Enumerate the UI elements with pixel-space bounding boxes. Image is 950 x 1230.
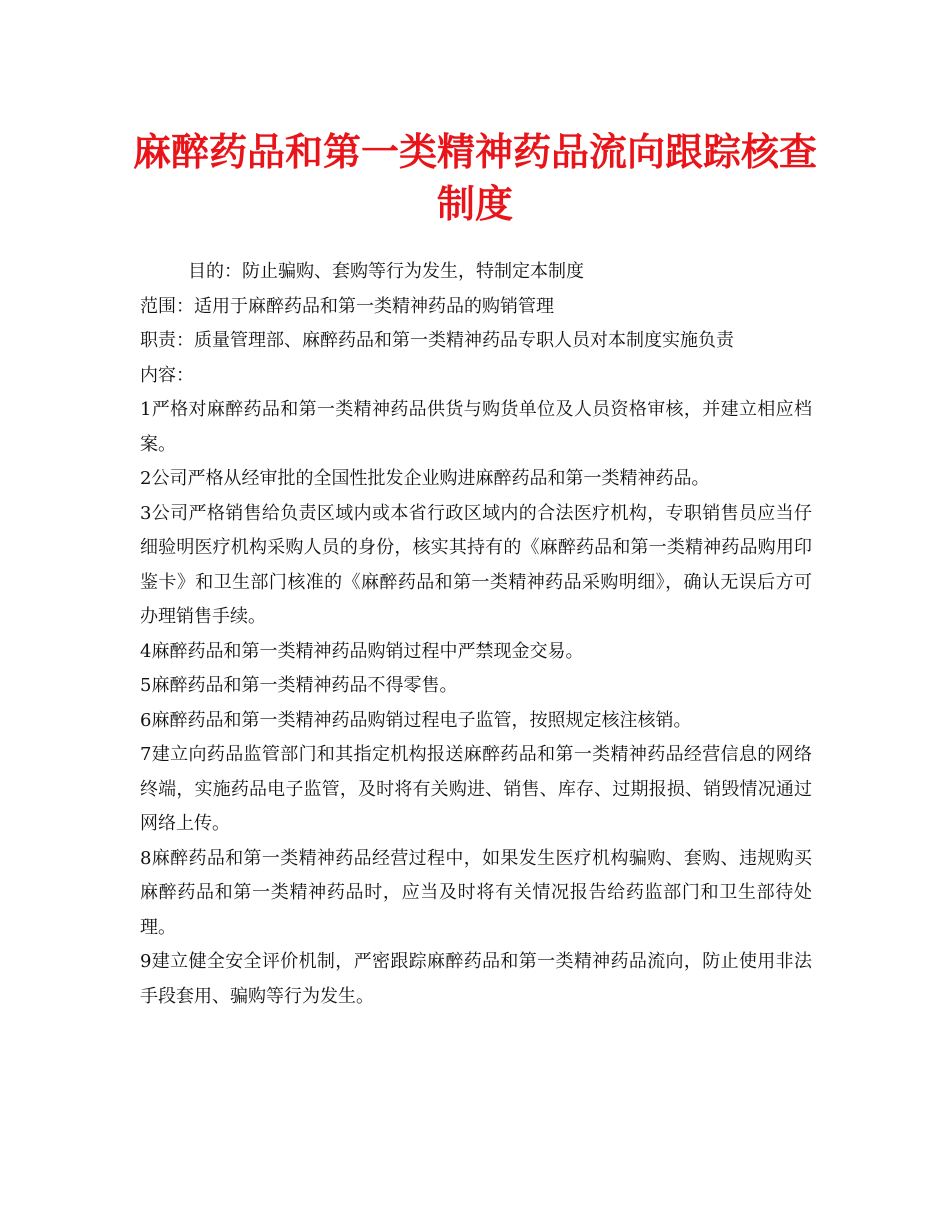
responsibility-paragraph: 职责：质量管理部、麻醉药品和第一类精神药品专职人员对本制度实施负责 (140, 330, 734, 351)
content-item-9: 9建立健全安全评价机制，严密跟踪麻醉药品和第一类精神药品流向，防止使用非法手段套用、骗购等行为发生。 (140, 951, 812, 1007)
content-item-6: 6麻醉药品和第一类精神药品购销过程电子监管，按照规定核注核销。 (140, 709, 692, 731)
content-label: 内容： (140, 364, 194, 386)
content-item-4: 4麻醉药品和第一类精神药品购销过程中严禁现金交易。 (140, 640, 584, 662)
purpose-paragraph: 目的：防止骗购、套购等行为发生，特制定本制度 (188, 261, 584, 282)
document-body (140, 255, 812, 1014)
content-item-2: 2公司严格从经审批的全国性批发企业购进麻醉药品和第一类精神药品。 (140, 468, 710, 489)
content-item-7: 7建立向药品监管部门和其指定机构报送麻醉药品和第一类精神药品经营信息的网络终端，实施药品电子监管，及时将有关购进、销售、库存、过期报损、销毁情况通过网络上传。 (140, 744, 812, 834)
content-item-8: 8麻醉药品和第一类精神药品经营过程中，如果发生医疗机构骗购、套购、违规购买麻醉药品和第一类精神药品时，应当及时将有关情况报告给药监部门和卫生部待处理。 (140, 847, 812, 938)
content-item-1: 1严格对麻醉药品和第一类精神药品供货与购货单位及人员资格审核，并建立相应档案。 (140, 399, 812, 455)
content-item-3: 3公司严格销售给负责区域内或本省行政区域内的合法医疗机构，专职销售员应当仔细验明医疗机构采购人员的身份，核实其持有的《麻醉药品和第一类精神药品购用印鉴卡》和卫生部门核准的《麻醉药品和第一类精神药品采购明细》，确认无误后方可办理销售手续。 (140, 502, 812, 627)
scope-paragraph: 范围：适用于麻醉药品和第一类精神药品的购销管理 (140, 295, 554, 317)
content-item-5: 5麻醉药品和第一类精神药品不得零售。 (140, 675, 458, 696)
document-title: 麻醉药品和第一类精神药品流向跟踪核查制度 (132, 129, 817, 226)
